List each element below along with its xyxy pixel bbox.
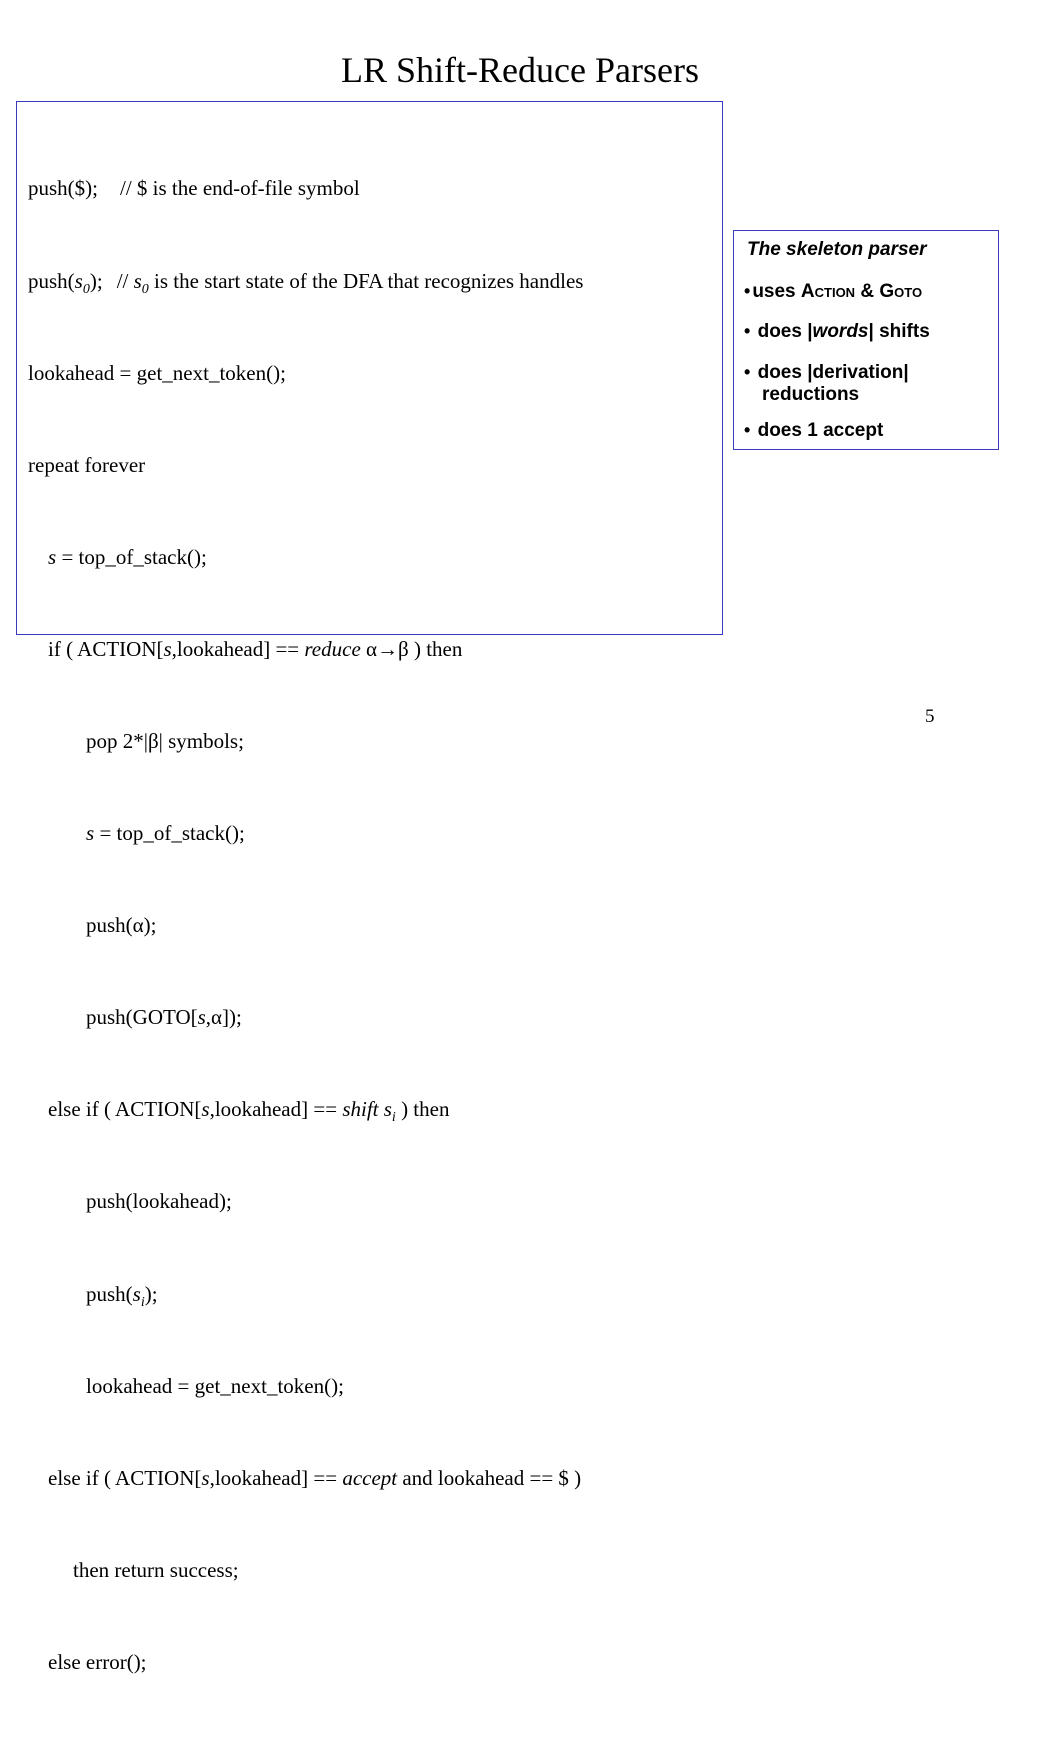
code-text: ,α]); bbox=[205, 1005, 242, 1030]
code-text: = top_of_stack(); bbox=[94, 821, 245, 846]
sidebar-title: The skeleton parser bbox=[747, 239, 927, 260]
code-text: ); bbox=[89, 268, 103, 293]
sidebar-text: does |derivation| bbox=[757, 362, 909, 383]
code-line-7: pop 2*|β| symbols; bbox=[86, 728, 244, 753]
code-text: push($); bbox=[28, 176, 98, 201]
pseudocode-box bbox=[16, 101, 723, 1674]
code-var: s bbox=[197, 1005, 206, 1030]
sidebar-text: does 1 accept bbox=[757, 420, 884, 441]
code-text: push(GOTO[ bbox=[86, 1005, 198, 1030]
code-comment: is the start state of the DFA that recognizes handles bbox=[148, 268, 584, 293]
code-var: s bbox=[133, 268, 142, 293]
code-keyword: accept bbox=[342, 1465, 398, 1490]
code-text: ,lookahead] == bbox=[209, 1465, 343, 1490]
code-keyword: shift s bbox=[342, 1097, 392, 1122]
code-line-1 bbox=[28, 173, 583, 204]
code-subscript: 0 bbox=[141, 281, 149, 297]
sidebar-text: Goto bbox=[879, 281, 923, 302]
sidebar-text: & bbox=[855, 281, 880, 302]
code-text: push( bbox=[86, 1281, 133, 1306]
skeleton-parser-box bbox=[733, 230, 999, 450]
code-comment: // bbox=[116, 268, 129, 293]
code-text: ,lookahead] == bbox=[209, 1097, 343, 1122]
code-var: s bbox=[132, 1281, 141, 1306]
pseudocode-lines bbox=[28, 112, 583, 1739]
code-line-9: push(α); bbox=[86, 913, 157, 938]
code-line-4: repeat forever bbox=[28, 452, 146, 477]
sidebar-text: reductions bbox=[762, 384, 860, 405]
code-text: = top_of_stack(); bbox=[56, 544, 207, 569]
code-subscript: 0 bbox=[82, 281, 90, 297]
code-text: and lookahead == $ ) bbox=[397, 1465, 582, 1490]
code-text: ) then bbox=[395, 1097, 450, 1122]
sidebar-text: does | bbox=[757, 321, 813, 342]
code-line-12: push(lookahead); bbox=[86, 1189, 232, 1214]
code-line-6 bbox=[28, 634, 583, 665]
code-line-2 bbox=[28, 266, 583, 297]
bullet: • bbox=[744, 321, 751, 341]
slide-title: LR Shift-Reduce Parsers bbox=[341, 50, 699, 90]
code-text: else if ( ACTION[ bbox=[48, 1465, 202, 1490]
code-text: push( bbox=[28, 268, 75, 293]
code-line-16: then return success; bbox=[73, 1557, 239, 1582]
code-var: s bbox=[163, 636, 172, 661]
code-text: ,lookahead] == bbox=[171, 636, 305, 661]
sidebar-text: uses bbox=[752, 281, 801, 302]
code-comment: // $ is the end-of-file symbol bbox=[120, 176, 360, 201]
code-line-11 bbox=[28, 1094, 583, 1125]
code-text: ); bbox=[144, 1281, 158, 1306]
code-line-17: else error(); bbox=[48, 1649, 147, 1674]
code-line-15 bbox=[28, 1463, 583, 1494]
code-line-8 bbox=[28, 818, 583, 849]
bullet: • bbox=[744, 420, 751, 440]
code-subscript: i bbox=[391, 1110, 396, 1126]
sidebar-item-1 bbox=[744, 281, 922, 303]
code-line-5 bbox=[28, 542, 583, 573]
code-var: s bbox=[48, 544, 57, 569]
code-subscript: i bbox=[140, 1294, 145, 1310]
code-text: else if ( ACTION[ bbox=[48, 1097, 202, 1122]
code-var: s bbox=[74, 268, 83, 293]
code-keyword: reduce bbox=[304, 636, 361, 661]
code-text: ) then bbox=[408, 636, 463, 661]
code-rule: α→β bbox=[360, 636, 409, 661]
sidebar-item-2 bbox=[744, 321, 930, 343]
code-line-14: lookahead = get_next_token(); bbox=[86, 1373, 344, 1398]
sidebar-text: words bbox=[812, 321, 869, 342]
code-var: s bbox=[86, 821, 95, 846]
code-line-13 bbox=[28, 1279, 583, 1310]
code-text: if ( ACTION[ bbox=[48, 636, 164, 661]
page-number: 5 bbox=[925, 706, 935, 727]
code-line-3: lookahead = get_next_token(); bbox=[28, 360, 286, 385]
bullet: • bbox=[744, 281, 751, 301]
code-var: s bbox=[201, 1465, 210, 1490]
sidebar-text: | shifts bbox=[868, 321, 930, 342]
code-line-10 bbox=[28, 1002, 583, 1033]
bullet: • bbox=[744, 362, 751, 382]
sidebar-item-3 bbox=[744, 362, 909, 406]
sidebar-text: Action bbox=[800, 281, 856, 302]
sidebar-item-4 bbox=[744, 420, 883, 442]
code-var: s bbox=[201, 1097, 210, 1122]
